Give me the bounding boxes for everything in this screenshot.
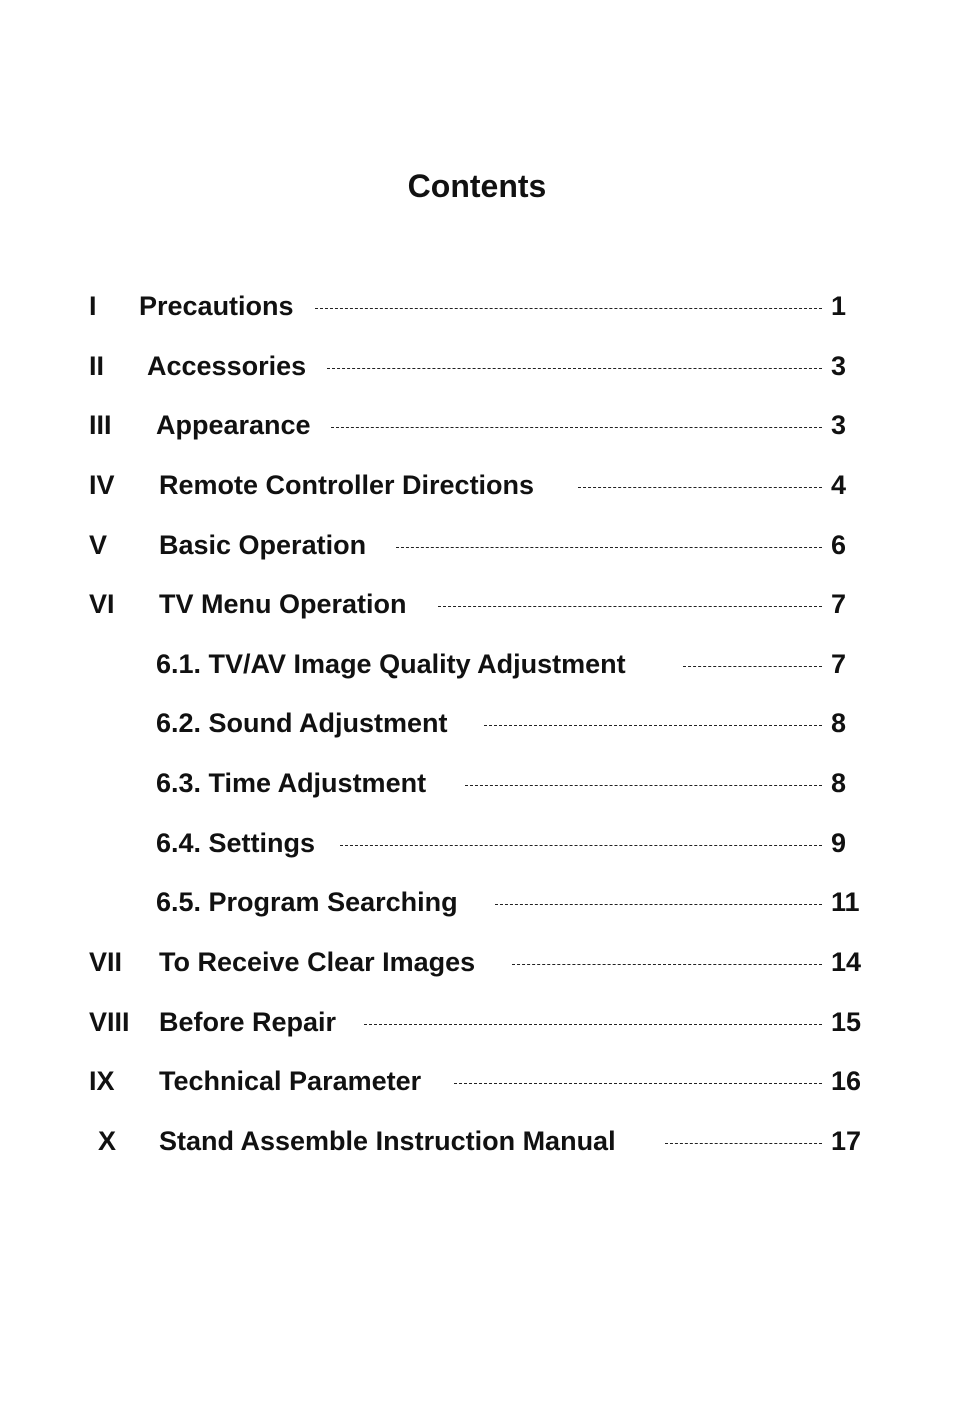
toc-entry-page: 6 — [831, 530, 847, 560]
toc-entry-numeral: VII — [89, 947, 123, 977]
toc-entry[interactable] — [0, 823, 954, 863]
toc-entry-numeral: IV — [89, 470, 115, 500]
toc-entry[interactable] — [0, 644, 954, 684]
toc-dot-leader — [327, 368, 822, 369]
toc-entry-title: Accessories — [147, 351, 307, 381]
toc-dot-leader — [331, 427, 822, 428]
toc-dot-leader — [683, 666, 822, 667]
toc-entry[interactable] — [0, 286, 954, 326]
toc-entry-page: 17 — [831, 1126, 862, 1156]
toc-entry-title: Precautions — [139, 291, 294, 321]
toc-entry-title: Remote Controller Directions — [159, 470, 535, 500]
toc-entry-page: 8 — [831, 708, 847, 738]
toc-entry[interactable] — [0, 882, 954, 922]
toc-entry-numeral: IX — [89, 1066, 115, 1096]
toc-entry-title: 6.5. Program Searching — [156, 887, 458, 917]
toc-entry-title: Before Repair — [159, 1007, 337, 1037]
toc-entry-page: 7 — [831, 649, 847, 679]
toc-entry-page: 8 — [831, 768, 847, 798]
toc-entry[interactable] — [0, 525, 954, 565]
toc-dot-leader — [454, 1083, 822, 1084]
toc-entry-page: 15 — [831, 1007, 862, 1037]
toc-entry-title: 6.1. TV/AV Image Quality Adjustment — [156, 649, 626, 679]
toc-entry-page: 11 — [831, 887, 860, 917]
toc-entry-page: 9 — [831, 828, 847, 858]
toc-entry-page: 4 — [831, 470, 847, 500]
toc-entry-numeral: X — [98, 1126, 117, 1156]
toc-entry-numeral: VIII — [89, 1007, 130, 1037]
toc-dot-leader — [396, 547, 822, 548]
toc-entry-numeral: I — [89, 291, 97, 321]
toc-entry[interactable] — [0, 763, 954, 803]
toc-entry-page: 1 — [831, 291, 847, 321]
toc-entry[interactable] — [0, 1061, 954, 1101]
toc-entry-numeral: V — [89, 530, 108, 560]
toc-entry-numeral: II — [89, 351, 105, 381]
page-title: Contents — [407, 168, 547, 204]
toc-entry-numeral: III — [89, 410, 112, 440]
toc-entry[interactable] — [0, 703, 954, 743]
toc-dot-leader — [364, 1024, 822, 1025]
toc-entry-numeral: VI — [89, 589, 115, 619]
toc-dot-leader — [465, 785, 822, 786]
toc-entry[interactable] — [0, 465, 954, 505]
toc-entry-title: Stand Assemble Instruction Manual — [159, 1126, 616, 1156]
toc-dot-leader — [578, 487, 822, 488]
toc-entry-title: 6.4. Settings — [156, 828, 316, 858]
toc-dot-leader — [315, 308, 822, 309]
toc-dot-leader — [340, 845, 822, 846]
toc-entry-title: To Receive Clear Images — [159, 947, 476, 977]
toc-entry-page: 16 — [831, 1066, 862, 1096]
toc-entry[interactable] — [0, 1121, 954, 1161]
toc-entry[interactable] — [0, 584, 954, 624]
toc-entry-title: Technical Parameter — [159, 1066, 422, 1096]
toc-entry-title: 6.2. Sound Adjustment — [156, 708, 448, 738]
toc-entry[interactable] — [0, 1002, 954, 1042]
toc-entry[interactable] — [0, 942, 954, 982]
toc-entry-title: 6.3. Time Adjustment — [156, 768, 427, 798]
toc-dot-leader — [512, 964, 822, 965]
toc-entry-title: Appearance — [156, 410, 311, 440]
toc-entry[interactable] — [0, 405, 954, 445]
toc-entry-page: 3 — [831, 351, 847, 381]
toc-dot-leader — [495, 904, 822, 905]
toc-entry-title: Basic Operation — [159, 530, 367, 560]
toc-entry-title: TV Menu Operation — [159, 589, 407, 619]
toc-dot-leader — [484, 725, 822, 726]
toc-entry[interactable] — [0, 346, 954, 386]
toc-dot-leader — [438, 606, 822, 607]
toc-entry-page: 3 — [831, 410, 847, 440]
toc-entry-page: 14 — [831, 947, 862, 977]
toc-entry-page: 7 — [831, 589, 847, 619]
toc-dot-leader — [665, 1143, 822, 1144]
